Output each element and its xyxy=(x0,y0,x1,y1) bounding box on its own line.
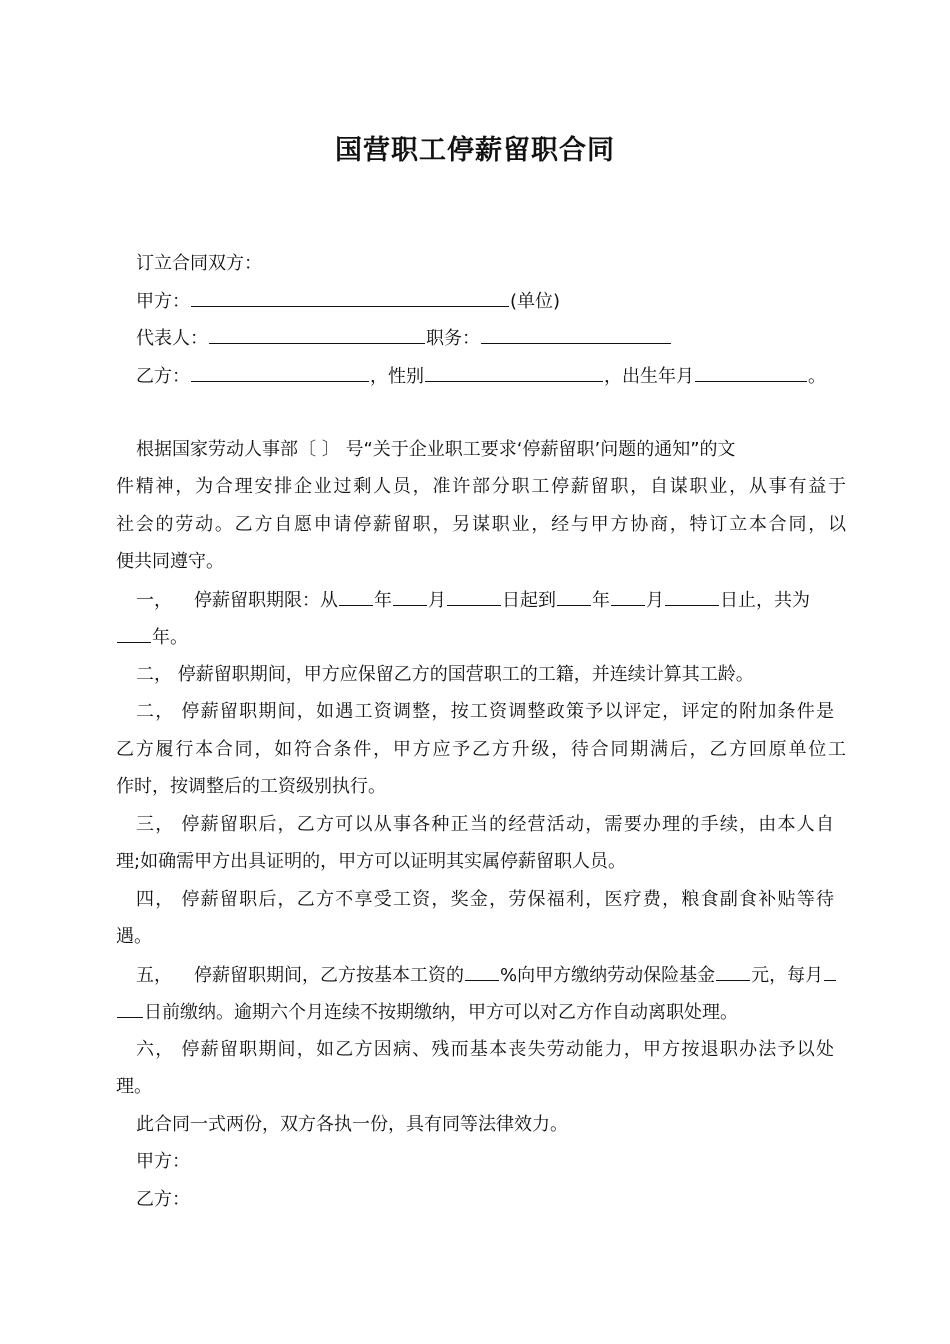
start-day-blank[interactable] xyxy=(447,588,501,606)
preamble-line: 根据国家劳动人事部〔 〕 号“关于企业职工要求‘停薪留职’问题的通知”的文 xyxy=(136,439,736,460)
year-label: 年 xyxy=(374,590,392,611)
year-label: 年 xyxy=(592,590,610,611)
amount-blank[interactable] xyxy=(716,963,750,981)
birth-label: ，出生年月 xyxy=(604,366,694,387)
total-years-label: 年。 xyxy=(152,627,188,648)
birth-blank[interactable] xyxy=(695,364,807,382)
start-year-blank[interactable] xyxy=(339,588,373,606)
end-day-blank[interactable] xyxy=(665,588,719,606)
closing-text: 此合同一式两份，双方各执一份，具有同等法律效力。 xyxy=(136,1114,568,1135)
clause-7-line: 六， 停薪留职期间，如乙方因病、残而基本丧失劳动能力，甲方按退职办法予以处 xyxy=(136,1039,834,1060)
gender-blank[interactable] xyxy=(425,364,603,382)
start-month-blank[interactable] xyxy=(393,588,427,606)
clause-2-line: 二， 停薪留职期间，甲方应保留乙方的国营职工的工籍，并连续计算其工龄。 xyxy=(136,664,754,685)
representative-line xyxy=(136,326,866,351)
month-label: 月 xyxy=(428,590,446,611)
clause-1-line-2 xyxy=(116,625,846,650)
position-blank[interactable] xyxy=(481,326,671,344)
party-a-unit: (单位) xyxy=(510,291,561,312)
party-b-line xyxy=(136,364,866,389)
total-years-blank[interactable] xyxy=(117,625,151,643)
representative-blank[interactable] xyxy=(209,326,425,344)
party-b-end: 。 xyxy=(808,366,826,387)
clause-6-line-2 xyxy=(116,1000,846,1025)
party-a-blank[interactable] xyxy=(191,289,509,307)
clause-6-text: %向甲方缴纳劳动保险基金 xyxy=(500,965,716,986)
gender-label: ，性别 xyxy=(370,366,424,387)
clause-4-line: 三， 停薪留职后，乙方可以从事各种正当的经营活动，需要办理的手续，由本人自 xyxy=(136,814,834,835)
clause-5-line: 四， 停薪留职后，乙方不享受工资，奖金，劳保福利，医疗费，粮食副食补贴等待 xyxy=(136,889,834,910)
party-b-blank[interactable] xyxy=(191,364,369,382)
preamble-line: 社会的劳动。乙方自愿申请停薪留职，另谋职业，经与甲方协商，特订立本合同，以 xyxy=(116,514,846,535)
day-blank[interactable] xyxy=(824,963,836,981)
party-a-label: 甲方： xyxy=(136,291,190,312)
clause-5-line: 遇。 xyxy=(116,926,152,947)
position-label: 职务： xyxy=(426,328,480,349)
parties-intro: 订立合同双方： xyxy=(136,253,262,274)
clause-7-line: 理。 xyxy=(116,1076,152,1097)
percent-blank[interactable] xyxy=(465,963,499,981)
preamble-line: 便共同遵守。 xyxy=(116,551,224,572)
clause-1-number: 一， xyxy=(136,590,172,611)
clause-3-line: 作时，按调整后的工资级别执行。 xyxy=(116,776,386,797)
representative-label: 代表人： xyxy=(136,328,208,349)
preamble-line: 件精神，为合理安排企业过剩人员，准许部分职工停薪留职，自谋职业，从事有益于 xyxy=(116,476,846,497)
month-label: 月 xyxy=(646,590,664,611)
end-month-blank[interactable] xyxy=(611,588,645,606)
clause-6-text: 日前缴纳。逾期六个月连续不按期缴纳，甲方可以对乙方作自动离职处理。 xyxy=(144,1002,738,1023)
signature-b-label: 乙方： xyxy=(136,1189,190,1210)
clause-6-number: 五， xyxy=(136,965,172,986)
clause-6-text: 停薪留职期间，乙方按基本工资的 xyxy=(194,965,464,986)
clause-4-line: 理;如确需甲方出具证明的，甲方可以证明其实属停薪留职人员。 xyxy=(116,851,627,872)
from-label: 日起到 xyxy=(502,590,556,611)
signature-a-label: 甲方： xyxy=(136,1151,190,1172)
document-title: 国营职工停薪留职合同 xyxy=(335,135,615,166)
clause-3-line: 二， 停薪留职期间，如遇工资调整，按工资调整政策予以评定，评定的附加条件是 xyxy=(136,701,834,722)
party-a-line xyxy=(136,289,866,314)
clause-6-text: 元，每月 xyxy=(751,965,824,986)
clause-1-text: 停薪留职期限：从 xyxy=(194,590,338,611)
party-b-label: 乙方： xyxy=(136,366,190,387)
to-label: 日止，共为 xyxy=(720,590,810,611)
day-blank-cont[interactable] xyxy=(117,1000,143,1018)
clause-1-line xyxy=(136,588,866,613)
clause-6-line xyxy=(136,963,866,988)
clause-3-line: 乙方履行本合同，如符合条件，甲方应予乙方升级，待合同期满后，乙方回原单位工 xyxy=(116,739,846,760)
end-year-blank[interactable] xyxy=(557,588,591,606)
